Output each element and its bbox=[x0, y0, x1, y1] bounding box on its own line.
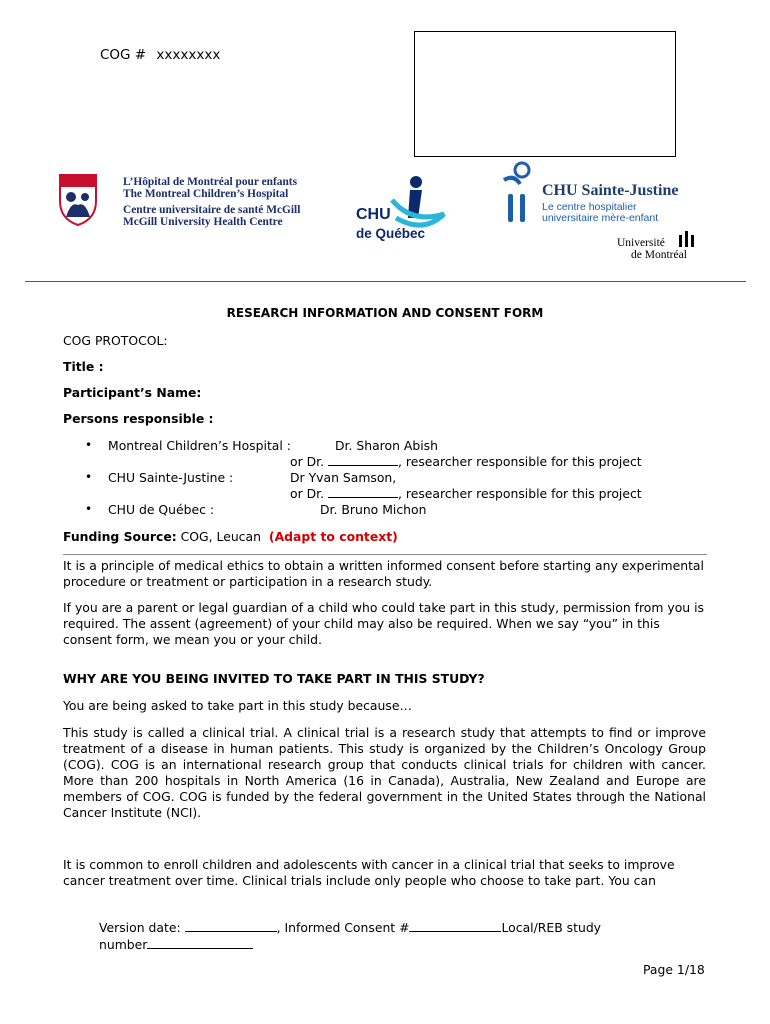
version-label: Version date: bbox=[99, 920, 181, 935]
page-number: Page 1/18 bbox=[643, 962, 705, 977]
person-name: Dr. Sharon Abish bbox=[335, 438, 438, 453]
participant-name-label: Participant’s Name: bbox=[63, 385, 202, 400]
mch-logo-text: L’Hôpital de Montréal pour enfants The Montreal Children’s Hospital Centre universitaire de santé McGill McGill University Health Centre bbox=[123, 176, 301, 229]
number-label: number bbox=[99, 937, 148, 952]
study-number-blank[interactable] bbox=[147, 938, 253, 949]
cog-number-value: xxxxxxxx bbox=[156, 47, 221, 63]
researcher-blank[interactable] bbox=[328, 455, 398, 466]
udm-logo-icon bbox=[676, 231, 698, 247]
udm-logo-line2: de Montréal bbox=[631, 249, 687, 261]
funding-source bbox=[63, 529, 398, 544]
consent-label: , Informed Consent # bbox=[276, 920, 410, 935]
funding-note: (Adapt to context) bbox=[268, 529, 398, 544]
person-name: Dr. Bruno Michon bbox=[320, 502, 427, 517]
consent-number-blank[interactable] bbox=[409, 921, 501, 932]
protocol-label: COG PROTOCOL: bbox=[63, 333, 168, 348]
udm-logo-line1: Université bbox=[617, 237, 665, 249]
person-alternate: or Dr. , researcher responsible for this project bbox=[290, 454, 642, 469]
version-date-blank[interactable] bbox=[185, 921, 277, 932]
section-divider bbox=[63, 554, 707, 555]
person-alternate: or Dr. , researcher responsible for this project bbox=[290, 486, 642, 501]
list-bullet: • bbox=[85, 502, 93, 516]
researcher-blank[interactable] bbox=[328, 487, 398, 498]
person-site: CHU de Québec : bbox=[108, 502, 215, 517]
funding-label: Funding Source: bbox=[63, 529, 177, 544]
paragraph-clinical-trial: This study is called a clinical trial. A clinical trial is a research study that attempts to find or improve treatment of a disease in human patients. This study is organized by the Children’s Oncology Group (COG). COG is an international research group that conducts clinical trials for children with cancer. More than 200 hospitals in North America (16 in Canada), Australia, New Zealand and Europe are members of COG. COG is funded by the federal government in the United States through the National Cancer Institute (NCI). bbox=[63, 725, 706, 820]
patient-sticker-box bbox=[414, 31, 676, 157]
person-name: Dr Yvan Samson, bbox=[290, 470, 397, 485]
paragraph-guardian: If you are a parent or legal guardian of a child who could take part in this study, permission from you is required. The assent (agreement) of your child may also be required. When we say “you” in this consent form, we mean you or your child. bbox=[63, 600, 704, 647]
person-site: CHU Sainte-Justine : bbox=[108, 470, 234, 485]
csj-logo-name: CHU Sainte-Justine bbox=[542, 182, 679, 199]
csj-logo-subtitle: Le centre hospitalier universitaire mère-enfant bbox=[542, 201, 659, 224]
funding-value: COG, Leucan bbox=[180, 529, 261, 544]
paragraph-reason: You are being asked to take part in this study because… bbox=[63, 698, 412, 713]
list-bullet: • bbox=[85, 470, 93, 484]
persons-responsible-label: Persons responsible : bbox=[63, 411, 214, 426]
mch-logo-icon bbox=[56, 171, 100, 227]
paragraph-ethics: It is a principle of medical ethics to obtain a written informed consent before starting any experimental procedure or treatment or participation in a research study. bbox=[63, 558, 704, 589]
form-heading: RESEARCH INFORMATION AND CONSENT FORM bbox=[226, 306, 544, 320]
chuq-logo-line1: CHU bbox=[356, 206, 391, 223]
local-label: Local/REB study bbox=[501, 920, 602, 935]
chuq-logo-line2: de Québec bbox=[356, 226, 426, 241]
paragraph-enroll: It is common to enroll children and adolescents with cancer in a clinical trial that seeks to improve cancer treatment over time. Clinical trials include only people who choose to take part. You can bbox=[63, 857, 675, 888]
header-divider bbox=[25, 281, 746, 282]
list-bullet: • bbox=[85, 438, 93, 452]
person-site: Montreal Children’s Hospital : bbox=[108, 438, 291, 453]
cog-number-label: COG # bbox=[100, 47, 147, 63]
title-label: Title : bbox=[63, 359, 104, 374]
footer-version bbox=[99, 919, 659, 953]
section-heading: WHY ARE YOU BEING INVITED TO TAKE PART IN THIS STUDY? bbox=[63, 671, 485, 686]
cog-number bbox=[100, 47, 226, 63]
csj-logo-icon bbox=[498, 160, 540, 224]
